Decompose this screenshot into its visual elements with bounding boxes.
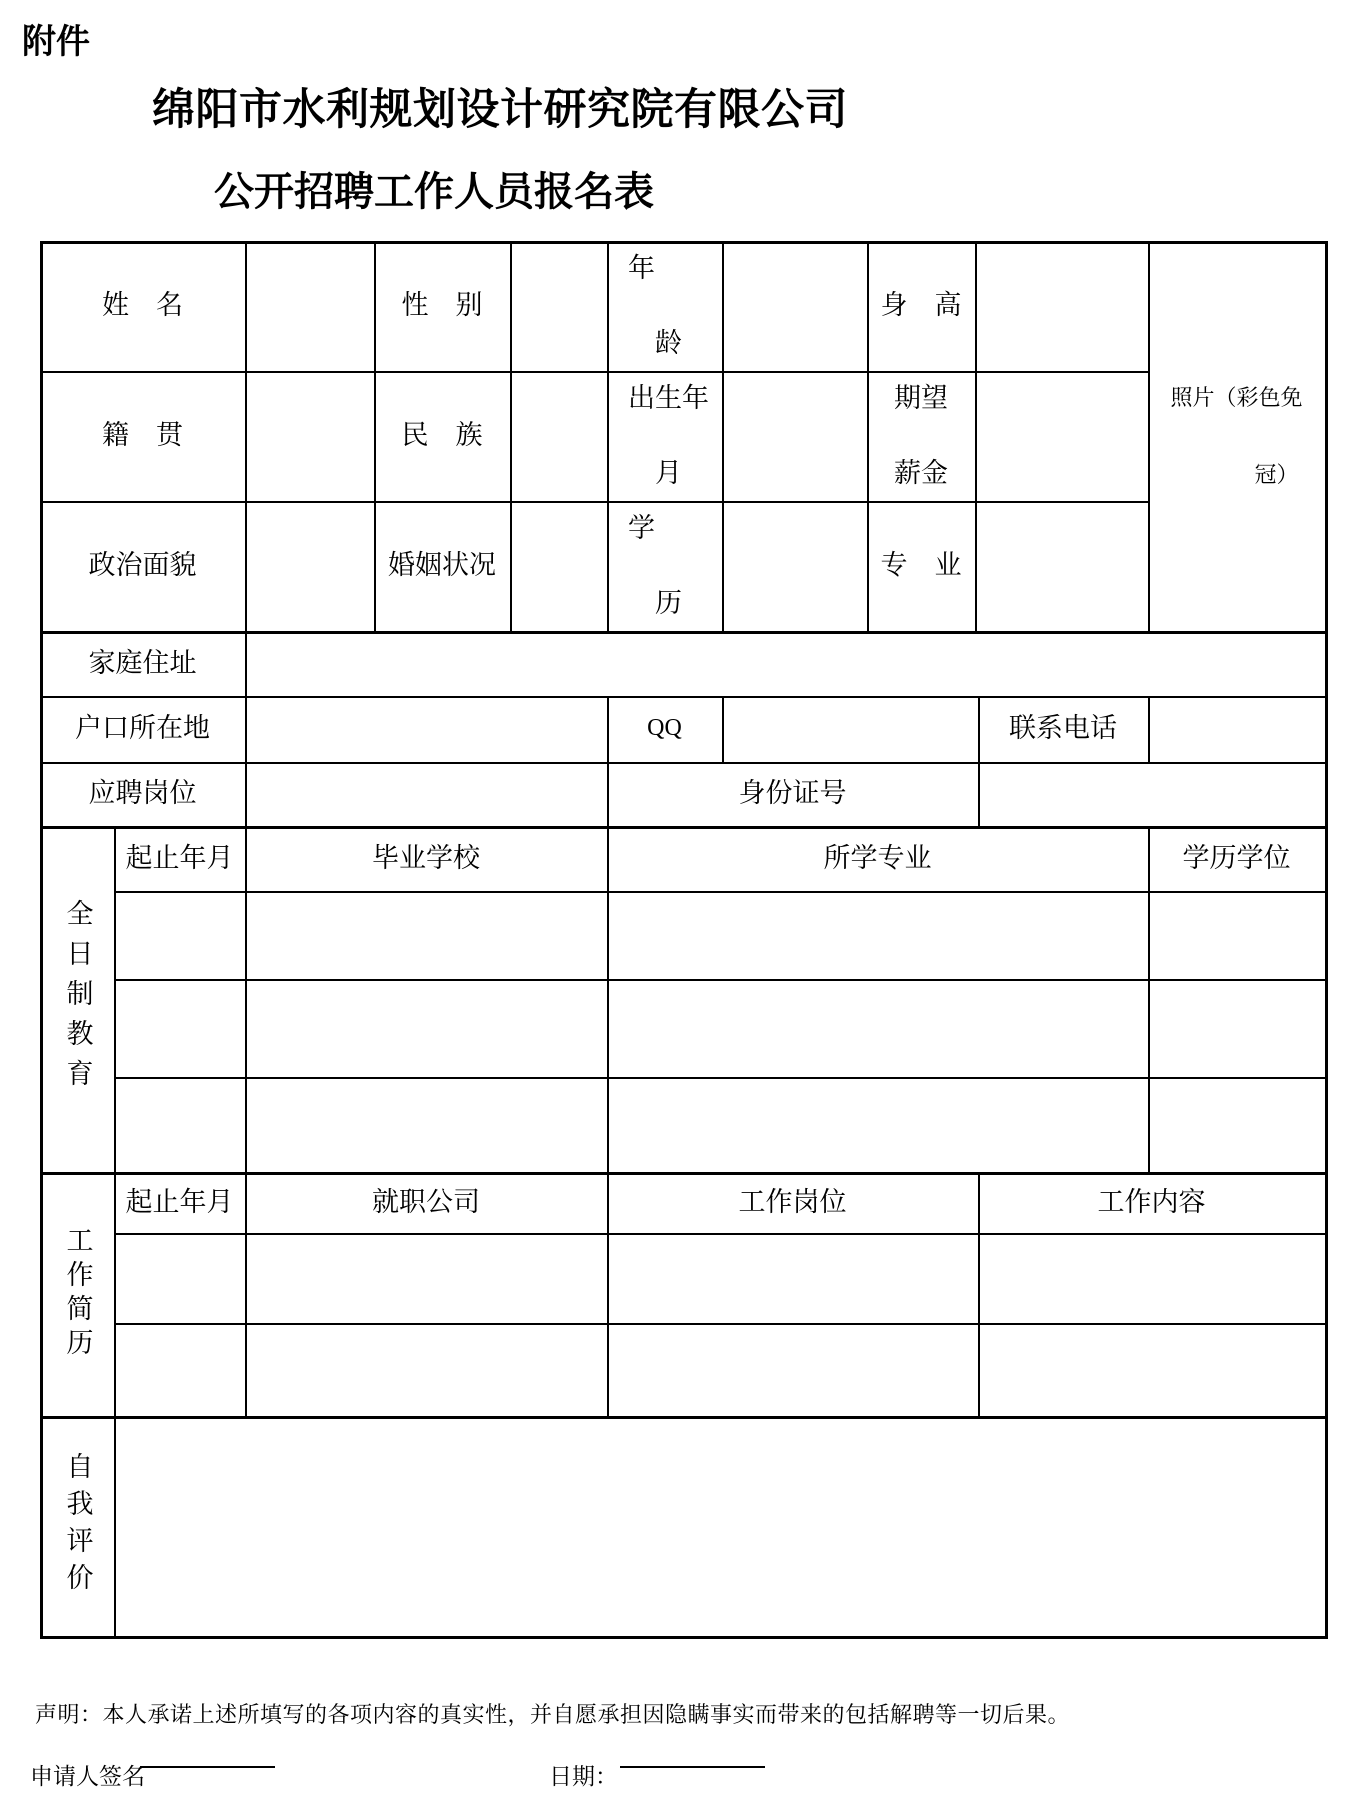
birth-date-label	[607, 371, 722, 501]
id-number-value-cell	[978, 762, 1325, 826]
education-header-date-range: 起止年月	[125, 842, 234, 873]
age-value-cell	[722, 241, 867, 371]
major-label: 专 业	[880, 550, 962, 581]
phone-value-cell	[1148, 696, 1325, 762]
id-number-label: 身份证号	[738, 778, 847, 809]
photo-placeholder-cell	[1148, 241, 1325, 631]
education-header-major: 所学专业	[823, 842, 932, 873]
grid-line	[1325, 241, 1328, 1639]
name-label: 姓 名	[102, 290, 183, 321]
education-row	[114, 1077, 1325, 1172]
form-title: 公开招聘工作人员报名表	[214, 170, 654, 214]
home-address-label: 家庭住址	[88, 647, 197, 678]
home-address-value-cell	[245, 631, 1325, 696]
work-row	[114, 1323, 1325, 1416]
self-evaluation-value-cell	[114, 1416, 1325, 1636]
expected-salary-value-cell	[975, 371, 1148, 501]
household-registration-label: 户口所在地	[75, 713, 210, 744]
education-section-label: 全日制教育	[62, 899, 93, 1099]
education-header-degree: 学历学位	[1182, 842, 1291, 873]
gender-value-cell	[510, 241, 607, 371]
native-place-label: 籍 贯	[102, 420, 183, 451]
native-place-value-cell	[245, 371, 374, 501]
company-title: 绵阳市水利规划设计研究院有限公司	[152, 86, 848, 134]
marital-status-label: 婚姻状况	[388, 550, 496, 581]
self-evaluation-section-label: 自我评价	[62, 1452, 93, 1600]
education-label-line1: 学	[628, 513, 655, 544]
phone-label: 联系电话	[1009, 713, 1117, 744]
expected-salary-label-line2: 薪金	[894, 457, 948, 488]
applicant-signature-line	[140, 1740, 275, 1768]
political-status-label: 政治面貌	[88, 550, 197, 581]
photo-label-line2: 冠）	[1254, 462, 1299, 487]
height-value-cell	[975, 241, 1148, 371]
applicant-signature-label: 申请人签名	[30, 1764, 145, 1789]
major-value-cell	[975, 501, 1148, 631]
ethnicity-label: 民 族	[401, 420, 483, 451]
applied-position-label: 应聘岗位	[88, 778, 197, 809]
birth-date-label-line2: 月	[655, 457, 682, 488]
birth-date-value-cell	[722, 371, 867, 501]
household-registration-value-cell	[245, 696, 607, 762]
birth-date-label-line1: 出生年	[628, 383, 709, 414]
work-header-duties: 工作内容	[1097, 1186, 1206, 1217]
work-row	[114, 1233, 1325, 1323]
political-status-value-cell	[245, 501, 374, 631]
qq-value-cell	[722, 696, 978, 762]
age-label	[607, 241, 722, 371]
work-header-position: 工作岗位	[738, 1186, 847, 1217]
declaration-text: 声明：本人承诺上述所填写的各项内容的真实性，并自愿承担因隐瞒事实而带来的包括解聘等一切后果。	[35, 1702, 1071, 1727]
education-value-cell	[722, 501, 867, 631]
applied-position-value-cell	[245, 762, 607, 826]
expected-salary-label	[867, 371, 975, 501]
qq-label: QQ	[647, 715, 682, 742]
education-row	[114, 891, 1325, 979]
name-value-cell	[245, 241, 374, 371]
date-line	[620, 1740, 765, 1768]
ethnicity-value-cell	[510, 371, 607, 501]
education-row	[114, 979, 1325, 1077]
marital-status-value-cell	[510, 501, 607, 631]
gender-label: 性 别	[401, 290, 483, 321]
work-header-company: 就职公司	[372, 1186, 480, 1217]
photo-label-line1: 照片（彩色免	[1170, 384, 1303, 410]
work-header-date-range: 起止年月	[125, 1186, 234, 1217]
age-label-line1: 年	[628, 253, 655, 284]
work-section-label: 工作简历	[62, 1226, 93, 1362]
education-header-school: 毕业学校	[372, 842, 480, 873]
date-label: 日期：	[549, 1764, 618, 1789]
education-label	[607, 501, 722, 631]
expected-salary-label-line1: 期望	[894, 383, 948, 414]
attachment-label: 附件	[22, 23, 90, 61]
grid-line	[40, 1636, 1328, 1639]
height-label: 身 高	[880, 290, 962, 321]
age-label-line2: 龄	[655, 327, 682, 358]
education-label-line2: 历	[655, 587, 682, 618]
